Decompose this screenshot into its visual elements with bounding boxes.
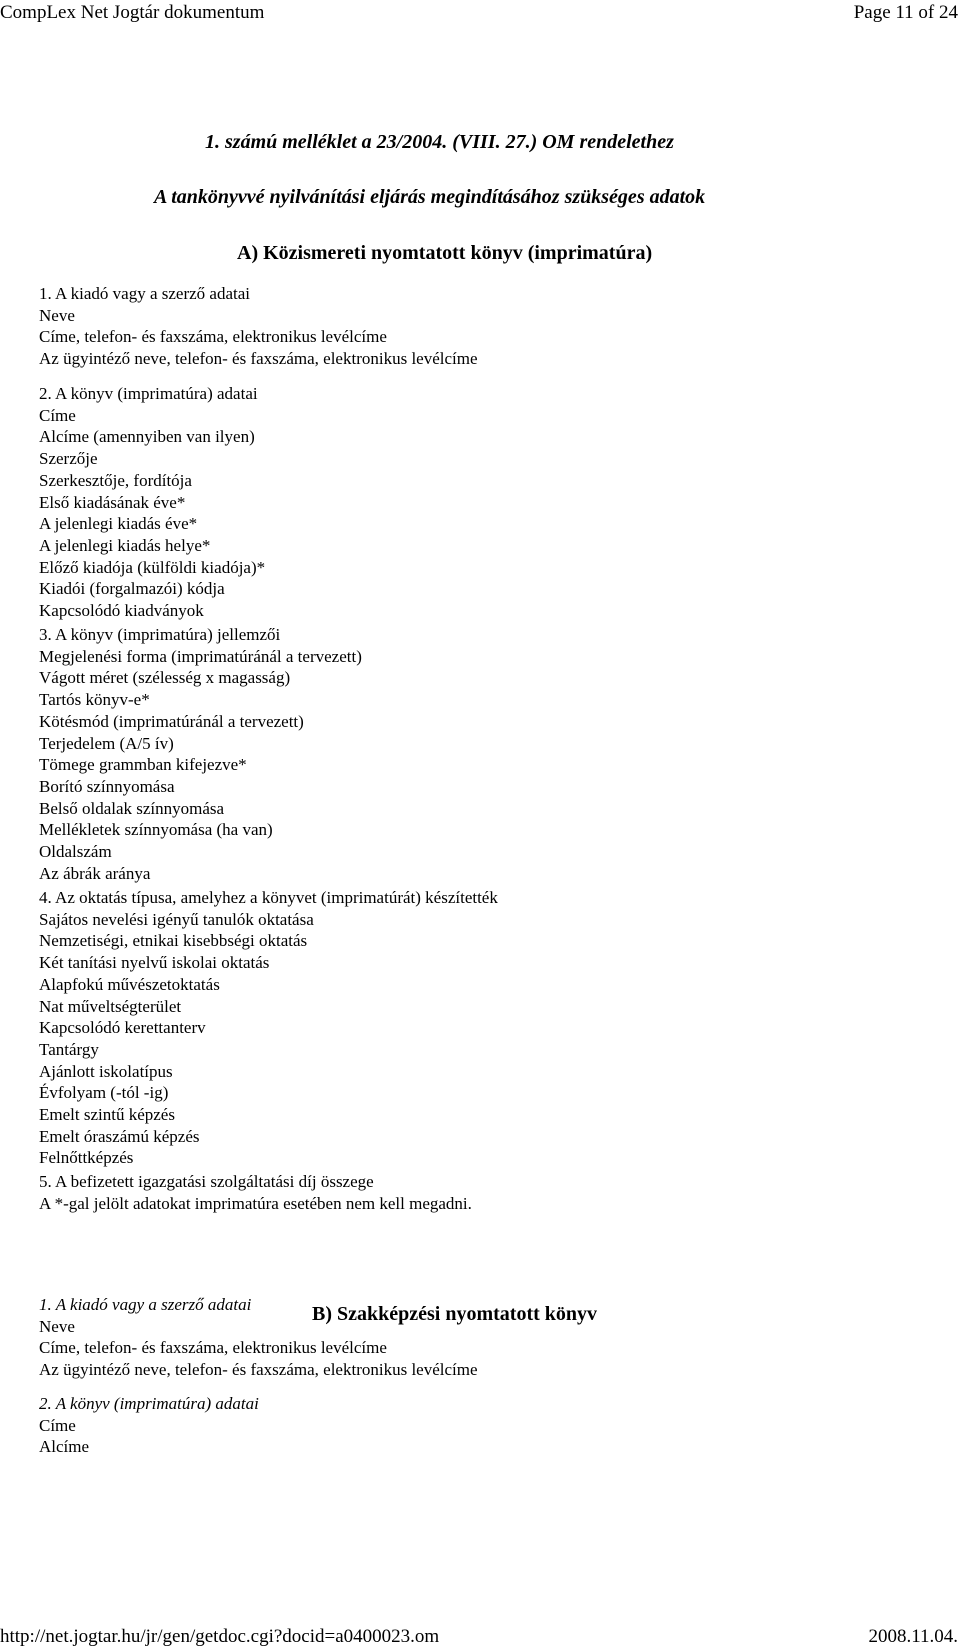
- list-item: Tömege grammban kifejezve*: [39, 755, 247, 775]
- list-item: Megjelenési forma (imprimatúránál a tervezett): [39, 646, 362, 666]
- section-a-group-1: [39, 283, 478, 370]
- list-item: Címe: [39, 1415, 76, 1435]
- list-item: Terjedelem (A/5 ív): [39, 733, 174, 753]
- list-item: Felnőttképzés: [39, 1148, 134, 1168]
- section-b-heading: B) Szakképzési nyomtatott könyv: [312, 1303, 598, 1325]
- list-item: Tantárgy: [39, 1039, 99, 1059]
- group-heading: 4. Az oktatás típusa, amelyhez a könyvet (imprimatúrát) készítették: [39, 888, 498, 907]
- list-item: Oldalszám: [39, 842, 112, 862]
- group-heading: 2. A könyv (imprimatúra) adatai: [39, 384, 258, 403]
- list-item: Az ábrák aránya: [39, 863, 151, 883]
- document-subtitle: A tankönyvvé nyilvánítási eljárás megindításához szükséges adatok: [154, 186, 706, 208]
- list-item: Kötésmód (imprimatúránál a tervezett): [39, 711, 304, 731]
- section-a-group-4: [39, 887, 498, 1169]
- list-item: Két tanítási nyelvű iskolai oktatás: [39, 953, 270, 973]
- section-a-group-3: [39, 624, 362, 884]
- list-item: Kiadói (forgalmazói) kódja: [39, 579, 225, 599]
- list-item: Borító színnyomása: [39, 776, 175, 796]
- list-item: Neve: [39, 305, 75, 325]
- list-item: Címe, telefon- és faxszáma, elektronikus levélcíme: [39, 327, 387, 347]
- section-b-group-2: [39, 1393, 259, 1458]
- list-item: Tartós könyv-e*: [39, 690, 150, 710]
- print-date: 2008.11.04.: [868, 1626, 958, 1647]
- section-b-group-1: [39, 1294, 478, 1381]
- list-item: Sajátos nevelési igényű tanulók oktatása: [39, 909, 314, 929]
- list-item: Az ügyintéző neve, telefon- és faxszáma, elektronikus levélcíme: [39, 1360, 478, 1380]
- group-heading: 1. A kiadó vagy a szerző adatai: [39, 1295, 252, 1314]
- list-item: Neve: [39, 1316, 75, 1336]
- group-heading: 3. A könyv (imprimatúra) jellemzői: [39, 625, 281, 644]
- document-url[interactable]: http://net.jogtar.hu/jr/gen/getdoc.cgi?docid=a0400023.om: [0, 1626, 440, 1647]
- section-a-heading: A) Közismereti nyomtatott könyv (imprimatúra): [237, 242, 653, 264]
- group-heading: 5. A befizetett igazgatási szolgáltatási díj összege: [39, 1172, 374, 1191]
- list-item: Alapfokú művészetoktatás: [39, 974, 220, 994]
- list-item: A jelenlegi kiadás éve*: [39, 514, 198, 534]
- page-header: [0, 0, 960, 30]
- list-item: Szerkesztője, fordítója: [39, 470, 192, 490]
- list-item: Mellékletek színnyomása (ha van): [39, 820, 273, 840]
- list-item: Első kiadásának éve*: [39, 492, 186, 512]
- document-title: CompLex Net Jogtár dokumentum: [0, 2, 265, 23]
- list-item: Vágott méret (szélesség x magasság): [39, 668, 291, 688]
- list-item: Ajánlott iskolatípus: [39, 1061, 173, 1081]
- list-item: Szerzője: [39, 449, 98, 469]
- list-item: Belső oldalak színnyomása: [39, 798, 225, 818]
- page-footer: [0, 1624, 960, 1652]
- list-item: Emelt szintű képzés: [39, 1105, 175, 1125]
- list-item: A jelenlegi kiadás helye*: [39, 535, 211, 555]
- group-heading: 1. A kiadó vagy a szerző adatai: [39, 284, 251, 303]
- list-item: Kapcsolódó kiadványok: [39, 601, 204, 621]
- list-item: Alcíme: [39, 1437, 90, 1457]
- section-a-group-5: [39, 1171, 472, 1214]
- list-item: Nat műveltségterület: [39, 996, 182, 1016]
- list-item: Kapcsolódó kerettanterv: [39, 1018, 206, 1038]
- list-item: Címe: [39, 405, 76, 425]
- list-item: Alcíme (amennyiben van ilyen): [39, 427, 255, 447]
- list-item: Évfolyam (-tól -ig): [39, 1083, 169, 1103]
- group-heading: 2. A könyv (imprimatúra) adatai: [39, 1394, 259, 1413]
- list-item: Az ügyintéző neve, telefon- és faxszáma, elektronikus levélcíme: [39, 349, 478, 369]
- list-item: Előző kiadója (külföldi kiadója)*: [39, 557, 266, 577]
- page-number: Page 11 of 24: [853, 2, 958, 23]
- section-a-group-2: [39, 383, 265, 622]
- list-item: Emelt óraszámú képzés: [39, 1126, 200, 1146]
- annex-title: 1. számú melléklet a 23/2004. (VIII. 27.) OM rendelethez: [205, 131, 674, 153]
- list-item: Nemzetiségi, etnikai kisebbségi oktatás: [39, 931, 308, 951]
- note-text: A *-gal jelölt adatokat imprimatúra esetében nem kell megadni.: [39, 1193, 472, 1213]
- list-item: Címe, telefon- és faxszáma, elektronikus levélcíme: [39, 1338, 387, 1358]
